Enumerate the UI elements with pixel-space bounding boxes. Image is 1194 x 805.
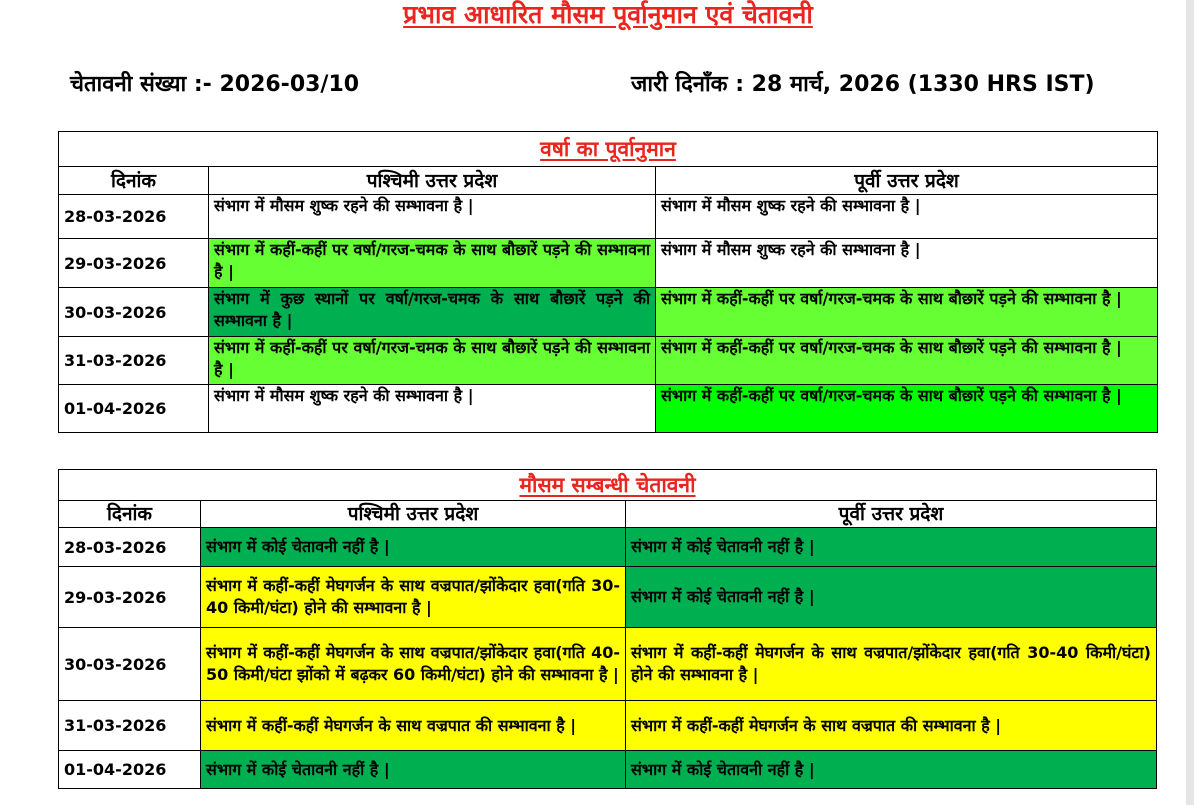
west-forecast-cell: संभाग में मौसम शुष्क रहने की सम्भावना है | (209, 195, 656, 239)
west-warning-cell: संभाग में कहीं-कहीं मेघगर्जन के साथ वज्रपात की सम्भावना है | (201, 701, 626, 751)
row-date: 31-03-2026 (59, 337, 209, 385)
rain-forecast-caption: वर्षा का पूर्वानुमान (59, 132, 1158, 167)
warning-number: चेतावनी संख्या :- 2026-03/10 (70, 72, 360, 97)
col-header-east: पूर्वी उत्तर प्रदेश (626, 501, 1157, 528)
table-row (59, 701, 1157, 751)
col-header-west: पश्चिमी उत्तर प्रदेश (201, 501, 626, 528)
table-row (59, 567, 1157, 628)
east-warning-cell: संभाग में कहीं-कहीं मेघगर्जन के साथ वज्रपात/झोंकेदार हवा(गति 30-40 किमी/घंटा) होने की सम्भावना है | (626, 628, 1157, 701)
row-date: 01-04-2026 (59, 385, 209, 433)
west-warning-cell: संभाग में कहीं-कहीं मेघगर्जन के साथ वज्रपात/झोंकेदार हवा(गति 40-50 किमी/घंटा झोंको में बढ़कर 60 किमी/घंटा) होने की सम्भावना है | (201, 628, 626, 701)
col-header-west: पश्चिमी उत्तर प्रदेश (209, 167, 656, 195)
window-edge (1186, 0, 1194, 805)
west-warning-cell: संभाग में कोई चेतावनी नहीं है | (201, 528, 626, 567)
east-warning-cell: संभाग में कोई चेतावनी नहीं है | (626, 528, 1157, 567)
row-date: 29-03-2026 (59, 239, 209, 288)
east-forecast-cell: संभाग में कहीं-कहीं पर वर्षा/गरज-चमक के साथ बौछारें पड़ने की सम्भावना है | (656, 337, 1158, 385)
row-date: 31-03-2026 (59, 701, 201, 751)
weather-warning-table (58, 469, 1157, 789)
col-header-east: पूर्वी उत्तर प्रदेश (656, 167, 1158, 195)
issue-date: जारी दिनाँक : 28 मार्च, 2026 (1330 HRS IST) (631, 72, 1095, 97)
rain-forecast-table (58, 131, 1158, 433)
west-warning-cell: संभाग में कोई चेतावनी नहीं है | (201, 751, 626, 789)
east-forecast-cell: संभाग में कहीं-कहीं पर वर्षा/गरज-चमक के साथ बौछारें पड़ने की सम्भावना है | (656, 385, 1158, 433)
table-row (59, 628, 1157, 701)
table-row (59, 385, 1158, 433)
west-forecast-cell: संभाग में मौसम शुष्क रहने की सम्भावना है | (209, 385, 656, 433)
west-forecast-cell: संभाग में कहीं-कहीं पर वर्षा/गरज-चमक के साथ बौछारें पड़ने की सम्भावना है | (209, 337, 656, 385)
page-title: प्रभाव आधारित मौसम पूर्वानुमान एवं चेतावनी (403, 0, 813, 29)
table-row (59, 288, 1158, 337)
east-warning-cell: संभाग में कोई चेतावनी नहीं है | (626, 567, 1157, 628)
row-date: 01-04-2026 (59, 751, 201, 789)
east-forecast-cell: संभाग में कहीं-कहीं पर वर्षा/गरज-चमक के साथ बौछारें पड़ने की सम्भावना है | (656, 288, 1158, 337)
table-row (59, 195, 1158, 239)
weather-warning-caption: मौसम सम्बन्धी चेतावनी (59, 470, 1157, 501)
row-date: 30-03-2026 (59, 628, 201, 701)
table-row (59, 751, 1157, 789)
table-row (59, 528, 1157, 567)
east-forecast-cell: संभाग में मौसम शुष्क रहने की सम्भावना है | (656, 239, 1158, 288)
east-forecast-cell: संभाग में मौसम शुष्क रहने की सम्भावना है | (656, 195, 1158, 239)
col-header-date: दिनांक (59, 167, 209, 195)
col-header-date: दिनांक (59, 501, 201, 528)
row-date: 29-03-2026 (59, 567, 201, 628)
east-warning-cell: संभाग में कहीं-कहीं मेघगर्जन के साथ वज्रपात की सम्भावना है | (626, 701, 1157, 751)
west-warning-cell: संभाग में कहीं-कहीं मेघगर्जन के साथ वज्रपात/झोंकेदार हवा(गति 30-40 किमी/घंटा) होने की सम्भावना है | (201, 567, 626, 628)
table-row (59, 239, 1158, 288)
west-forecast-cell: संभाग में कहीं-कहीं पर वर्षा/गरज-चमक के साथ बौछारें पड़ने की सम्भावना है | (209, 239, 656, 288)
west-forecast-cell: संभाग में कुछ स्थानों पर वर्षा/गरज-चमक के साथ बौछारें पड़ने की सम्भावना है | (209, 288, 656, 337)
row-date: 30-03-2026 (59, 288, 209, 337)
row-date: 28-03-2026 (59, 528, 201, 567)
table-row (59, 337, 1158, 385)
east-warning-cell: संभाग में कोई चेतावनी नहीं है | (626, 751, 1157, 789)
row-date: 28-03-2026 (59, 195, 209, 239)
